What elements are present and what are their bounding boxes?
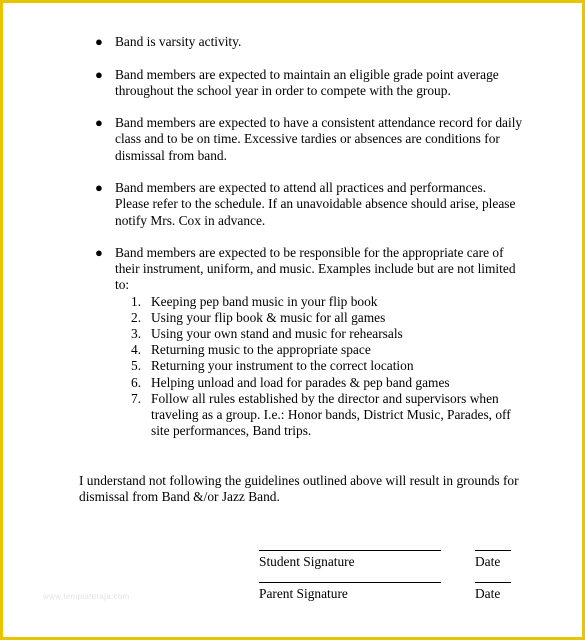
parent-signature-label: Parent Signature [259, 586, 348, 601]
example-text: Using your own stand and music for rehearsals [151, 326, 403, 342]
watermark: www.templateraja.com [43, 592, 130, 601]
parent-date-line[interactable] [475, 582, 511, 583]
rule-item [93, 115, 523, 164]
rule-text: Band members are expected to maintain an eligible grade point average throughout the school year in order to compete with the group. [115, 66, 499, 98]
example-number: 4. [131, 342, 142, 358]
rule-item [93, 180, 523, 229]
example-item [115, 326, 523, 342]
parent-date-label: Date [475, 586, 501, 601]
example-number: 5. [131, 358, 142, 374]
rule-text: Band is varsity activity. [115, 34, 242, 49]
acknowledgement-paragraph: I understand not following the guidelines outlined above will result in grounds for dismissal from Band &/or Jazz Band. [79, 473, 519, 505]
example-item [115, 391, 523, 440]
example-number: 7. [131, 390, 142, 406]
rule-text: Band members are expected to be responsible for the appropriate care of their instrument, uniform, and music. Examples include but are not limited to: [115, 245, 516, 293]
student-signature-line[interactable] [259, 550, 441, 551]
bullet-icon: ● [95, 115, 103, 131]
example-number: 3. [131, 326, 142, 342]
example-text: Returning your instrument to the correct location [151, 358, 414, 374]
rule-text: Band members are expected to have a consistent attendance record for daily class and to be on time. Excessive tardies or absences are conditions for dismissal from band. [115, 115, 523, 163]
example-item [115, 375, 523, 391]
example-item [115, 342, 523, 358]
example-number: 6. [131, 374, 142, 390]
rule-item [93, 67, 523, 99]
example-number: 1. [131, 293, 142, 309]
student-signature-label: Student Signature [259, 554, 355, 569]
bullet-icon: ● [95, 180, 103, 196]
student-date-line[interactable] [475, 550, 511, 551]
example-text: Helping unload and load for parades & pep band games [151, 374, 450, 390]
example-text: Returning music to the appropriate space [151, 342, 371, 358]
bullet-icon: ● [95, 34, 103, 49]
example-item [115, 294, 523, 310]
rule-item [93, 34, 523, 50]
example-text: Keeping pep band music in your flip book [151, 293, 378, 309]
band-rules-list [93, 34, 523, 456]
bullet-icon: ● [95, 66, 103, 82]
example-text: Using your flip book & music for all games [151, 309, 386, 325]
rule-text: Band members are expected to attend all practices and performances. Please refer to the schedule. If an unavoidable absence should arise, please notify Mrs. Cox in advance. [115, 180, 516, 228]
example-text: Follow all rules established by the director and supervisors when traveling as a group. I.e.: Honor bands, District Music, Parades, off site performances, Band trips. [151, 390, 511, 439]
bullet-icon: ● [95, 245, 103, 261]
student-date-label: Date [475, 554, 501, 569]
care-examples-list [115, 294, 523, 440]
example-number: 2. [131, 309, 142, 325]
example-item [115, 358, 523, 374]
parent-signature-line[interactable] [259, 582, 441, 583]
rule-item-care [93, 245, 523, 439]
example-item [115, 310, 523, 326]
